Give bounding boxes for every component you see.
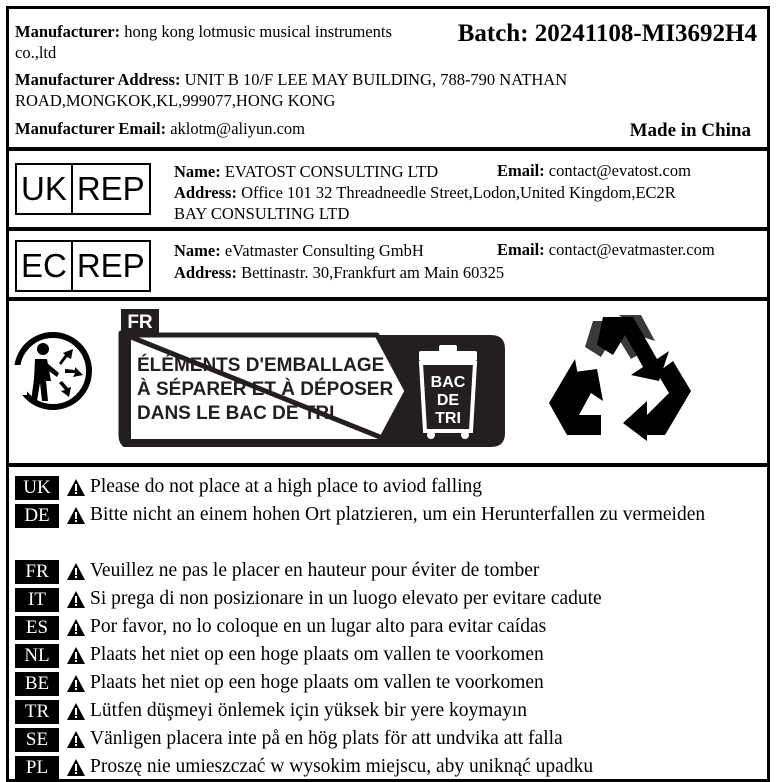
ec-rep-badge: EC REP xyxy=(15,240,151,292)
uk-rep-address-line2: BAY CONSULTING LTD xyxy=(174,204,350,223)
recycling-section xyxy=(9,301,767,463)
triman-icon xyxy=(13,329,93,414)
warning-icon xyxy=(67,675,85,692)
recycling-line-2: À SÉPARER ET À DÉPOSER xyxy=(137,379,394,400)
batch-number: Batch: 20241108-MI3692H4 xyxy=(457,20,757,47)
warning-icon xyxy=(67,563,85,580)
warning-icon xyxy=(67,479,85,496)
svg-text:BAC: BAC xyxy=(430,374,466,391)
country-of-origin: Made in China xyxy=(629,120,751,141)
uk-rep-section xyxy=(9,151,767,227)
manufacturer-address: Manufacturer Address: UNIT B 10/F LEE MAY BUILDING, 788-790 NATHAN ROAD,MONGKOK,KL,999077,HONG KONG xyxy=(15,70,568,110)
ec-rep-email: Email: contact@evatmaster.com xyxy=(497,240,715,259)
warning-icon xyxy=(67,619,85,636)
manufacturer-email: Manufacturer Email: aklotm@aliyun.com xyxy=(15,119,305,138)
warning-icon xyxy=(67,703,85,720)
uk-rep-email: Email: contact@evatost.com xyxy=(497,161,691,180)
svg-text:TRI: TRI xyxy=(435,410,461,427)
warning-icon xyxy=(67,731,85,748)
recycle-icon xyxy=(545,311,695,441)
manufacturer-section xyxy=(9,9,767,147)
ec-rep-address: Address: Bettinastr. 30,Frankfurt am Main 60325 xyxy=(174,263,505,282)
country-tag: FR xyxy=(127,312,153,333)
warning-icon xyxy=(67,759,85,776)
recycling-line-1: ÉLÉMENTS D'EMBALLAGE xyxy=(137,355,385,376)
recycling-line-3: DANS LE BAC DE TRI xyxy=(137,403,335,424)
product-label xyxy=(6,6,770,782)
warnings-section: UK Please do not place at a high place to aviod falling DE Bitte nicht an einem hohen Ort platzieren, um ein Herunterfallen zu vermeiden FR Veuillez ne pas le placer en hauteur pour éviter de tomber IT Si prega di non posizionare in un luogo elevato per evitare cadute ES Por favor, no lo coloque en un lugar alto para evitar caídas NL Plaats het niet op een hoge plaats om vallen te voorkomen BE Plaats het niet op een hoge plaats om vallen te voorkomen TR Lütfen düşmeyi önlemek için yüksek bir yere koymayın SE Vänligen placera inte på en hög plats för att undvika att falla PL Proszę nie umieszczać w wysokim miejscu, aby uniknąć upadku xyxy=(9,467,767,779)
warning-icon xyxy=(67,507,85,524)
uk-rep-badge: UK REP xyxy=(15,163,151,215)
warning-icon xyxy=(67,591,85,608)
manufacturer-name: Manufacturer: hong kong lotmusic musical instruments co.,ltd xyxy=(15,22,392,62)
ec-rep-name: Name: eVatmaster Consulting GmbH xyxy=(174,241,424,260)
svg-text:DE: DE xyxy=(436,392,460,409)
uk-rep-name: Name: EVATOST CONSULTING LTD xyxy=(174,162,439,181)
warning-icon xyxy=(67,647,85,664)
ec-rep-section xyxy=(9,231,767,297)
uk-rep-address: Address: Office 101 32 Threadneedle Street,Lodon,United Kingdom,EC2R xyxy=(174,183,676,202)
triman-info-block xyxy=(115,307,507,447)
